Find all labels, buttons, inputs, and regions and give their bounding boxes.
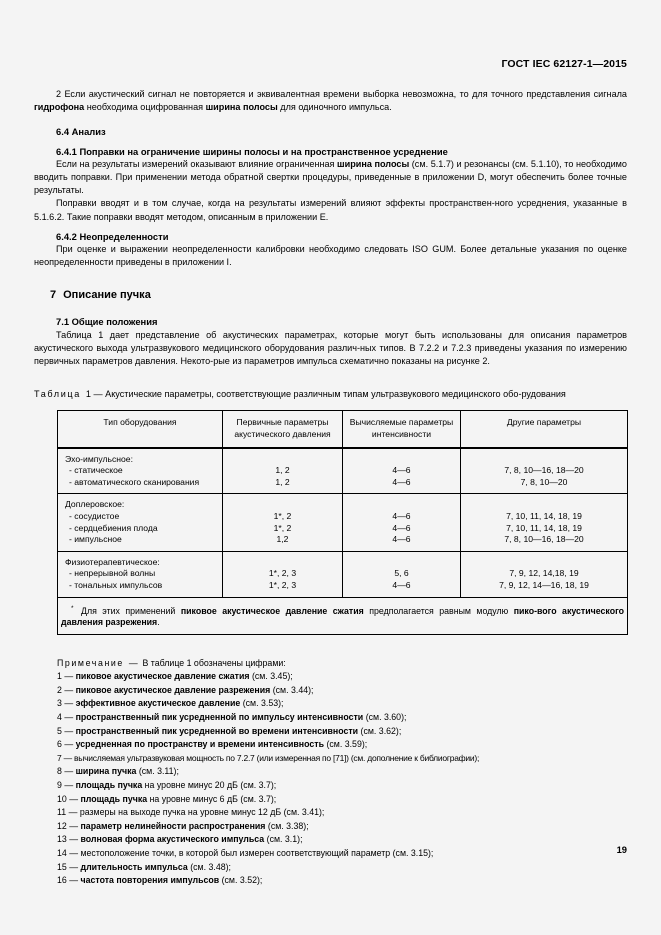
value-intensity: 4—6	[392, 579, 411, 590]
value-primary: 1*, 2, 3	[268, 579, 297, 590]
table-head	[58, 411, 628, 448]
p641-text-b: (см. 5.1.7) и резонансы (см. 5.1.10), то необходимо вводить поправки. При применении метода обратной свертки процедуры, приведенные в приложении D, могут обеспечить более точные результаты.	[34, 158, 627, 196]
cell-intensity	[343, 494, 461, 551]
note-paragraph-text-c: для одиночного импульса.	[277, 102, 392, 113]
row-item-label: - автоматического сканирования	[69, 476, 200, 487]
notes-block	[57, 657, 627, 888]
note-item-number: 1 —	[57, 671, 74, 682]
heading-chapter-7	[34, 288, 627, 302]
value-intensity: 4—6	[392, 522, 411, 533]
note-item-number: 16 —	[57, 875, 79, 886]
column-header-equipment-type-line-1: Тип оборудования	[103, 417, 177, 428]
group-label: Доплеровское:	[65, 499, 125, 510]
table-row	[58, 551, 628, 597]
value-other: 7, 8, 10—16, 18—20	[504, 465, 584, 476]
footnote-text-c: .	[157, 617, 160, 628]
note-item-ref: (см. 3.53);	[242, 698, 284, 709]
note-item-ref-pre: на уровне минус 6 дБ	[147, 793, 241, 804]
note-item	[57, 833, 627, 847]
note-item-ref: (см. 3.60);	[365, 712, 407, 723]
cell-equipment-type	[58, 448, 223, 494]
paragraph-6-4-2: При оценке и выражении неопределенности калибровки необходимо следовать ISO GUM. Более детальные указания по оценке неопределенности приведены в приложении I.	[34, 244, 627, 268]
note-item-term: пространственный пик усредненной по импульсу интенсивности	[75, 712, 364, 723]
note-item-ref: (см. 3.44);	[272, 684, 314, 695]
acoustic-parameters-table	[57, 410, 628, 634]
note-item-ref: (см. 3.59);	[326, 739, 368, 750]
table-header-row	[58, 411, 628, 448]
note-item-number: 5 —	[57, 725, 74, 736]
note-item	[57, 752, 627, 766]
column-header-intensity	[343, 411, 461, 448]
note-item-term: ширина пучка	[75, 766, 137, 777]
note-item-ref: (см. 3.7);	[240, 780, 277, 791]
note-item	[57, 684, 627, 698]
value-intensity: 4—6	[392, 511, 411, 522]
note-item-text: вычисляемая ультразвуковая мощность по 7.2.7 (или измеренная по [71]) (см. дополнение к библиографии);	[73, 752, 480, 763]
note-item	[57, 670, 627, 684]
note-item-number: 6 —	[57, 739, 74, 750]
note-item-ref: (см. 3.45);	[251, 671, 293, 682]
paragraph-6-4-1-a	[34, 158, 627, 198]
cell-other	[461, 551, 628, 597]
heading-6-4-2: 6.4.2 Неопределенности	[56, 230, 169, 242]
note-item-term: частота повторения импульсов	[80, 875, 220, 886]
note-item-ref-pre: на уровне минус 20 дБ	[142, 780, 241, 791]
row-item-label: - статическое	[69, 465, 123, 476]
note-item-term: пространственный пик усредненной во времени интенсивности	[75, 725, 359, 736]
term-peak-rarefaction-pressure: пико-вого акустического давления разрежения	[61, 605, 624, 628]
note-item-term: усредненная по пространству и времени интенсивность	[75, 739, 324, 750]
note-item-ref: (см. 3.7);	[240, 793, 277, 804]
value-other: 7, 9, 12, 14,18, 19	[509, 568, 579, 579]
note-item-ref: (см. 3.11);	[138, 766, 179, 777]
note-paragraph	[34, 88, 627, 114]
note-item	[57, 697, 627, 711]
paragraph-6-4-1-b: Поправки вводят и в том случае, когда на результаты измерений влияют эффекты пространствен-ного усреднения, указанные в 5.1.6.2. Такие поправки вводят методом, описанным в приложении E.	[34, 198, 627, 222]
note-item-ref: (см. 3.52);	[221, 875, 263, 886]
heading-6-4-1: 6.4.1 Поправки на ограничение ширины полосы и на пространственное усреднение	[56, 145, 448, 157]
note-item	[57, 861, 627, 875]
note-item-term: площадь пучка	[75, 780, 143, 791]
note-item-term: параметр нелинейности распространения	[80, 820, 266, 831]
table-row	[58, 494, 628, 551]
value-other: 7, 10, 11, 14, 18, 19	[506, 522, 582, 533]
note-item-ref: (см. 3.38);	[267, 820, 309, 831]
value-other: 7, 9, 12, 14—16, 18, 19	[499, 579, 589, 590]
chapter-title: Описание пучка	[63, 289, 151, 302]
table-caption-text: — Акустические параметры, соответствующие различным типам ультразвукового медицинского обо-рудования	[93, 389, 566, 400]
table-caption	[34, 388, 627, 401]
note-item-number: 15 —	[57, 861, 79, 872]
value-primary: 1*, 2	[273, 511, 292, 522]
note-item	[57, 847, 627, 861]
column-header-primary-pressure	[223, 411, 343, 448]
note-item-term: пиковое акустическое давление разрежения	[75, 684, 271, 695]
note-paragraph-text-b: необходима оцифрованная	[84, 102, 206, 113]
page-number: 19	[616, 844, 627, 855]
note-item-ref: (см. 3.1);	[266, 834, 303, 845]
note-item-term: площадь пучка	[80, 793, 148, 804]
note-item-text: местоположение точки, в которой был измерен соответствующий параметр (см. 3.15);	[80, 848, 434, 858]
notes-heading	[57, 657, 627, 671]
term-peak-compression-pressure: пиковое акустическое давление сжатия	[180, 605, 364, 616]
group-label: Эхо-импульсное:	[65, 453, 133, 464]
term-bandwidth-2: ширина полосы	[337, 158, 410, 169]
table-footnote	[58, 597, 628, 634]
row-item-label: - тональных импульсов	[69, 579, 163, 590]
group-label: Физиотерапевтическое:	[65, 556, 160, 567]
heading-7-1: 7.1 Общие положения	[56, 316, 158, 328]
column-header-primary-pressure-line-1: Первичные параметры	[236, 417, 329, 428]
footnote-text-b: предполагается равным модулю	[363, 605, 514, 616]
note-item-number: 2 —	[57, 684, 74, 695]
note-item-number: 14 —	[57, 848, 79, 858]
notes-heading-text: В таблице 1 обозначены цифрами:	[142, 657, 286, 668]
value-other: 7, 8, 10—16, 18—20	[504, 534, 584, 545]
row-item-label: - импульсное	[69, 534, 122, 545]
table-body	[58, 448, 628, 635]
value-intensity: 4—6	[392, 465, 411, 476]
note-paragraph-text-a: 2 Если акустический сигнал не повторяется и эквивалентная времени выборка невозможна, то для точного представления сигнала	[56, 89, 627, 99]
note-item-number: 10 —	[57, 793, 79, 804]
note-item	[57, 874, 627, 888]
cell-other	[461, 448, 628, 494]
running-header: ГОСТ IEC 62127-1—2015	[501, 58, 627, 70]
value-primary: 1, 2	[275, 465, 290, 476]
notes-heading-dash: —	[128, 657, 138, 668]
term-bandwidth: ширина полосы	[205, 102, 278, 113]
cell-equipment-type	[58, 551, 223, 597]
note-item-text: размеры на выходе пучка на уровне минус 12 дБ (см. 3.41);	[79, 807, 325, 818]
column-header-intensity-line-1: Вычисляемые параметры	[349, 417, 454, 428]
note-item-number: 4 —	[57, 712, 74, 723]
column-header-equipment-type	[58, 411, 223, 448]
paragraph-7-1: Таблица 1 дает представление об акустических параметрах, которые могут быть использованы для описания параметров акустического выхода ультразвукового медицинского оборудования различ-ных типов. В 7.2.2 и 7.2.3 приведены указания по измерению первичных параметров давления. Некото-рые из параметров импульса схематично показаны на рисунке 2.	[34, 329, 627, 367]
value-intensity: 4—6	[392, 476, 411, 487]
notes-heading-word: Примечание	[57, 657, 124, 668]
column-header-primary-pressure-line-2: акустического давления	[234, 429, 331, 440]
table-footnote-row	[58, 597, 628, 634]
cell-intensity	[343, 551, 461, 597]
cell-primary-pressure	[223, 551, 343, 597]
note-item-number: 7 —	[57, 752, 72, 763]
p641-text-a: Если на результаты измерений оказывают влияние ограниченная	[56, 158, 338, 169]
note-item	[57, 738, 627, 752]
note-item-term: волновая форма акустического импульса	[80, 834, 265, 845]
note-item-term: длительность импульса	[80, 861, 188, 872]
column-header-intensity-line-2: интенсивности	[371, 429, 432, 440]
note-item-term: пиковое акустическое давление сжатия	[75, 671, 250, 682]
note-item	[57, 820, 627, 834]
heading-6-4: 6.4 Анализ	[56, 126, 106, 138]
note-item-term: эффективное акустическое давление	[75, 698, 241, 709]
column-header-other	[461, 411, 628, 448]
page-content	[34, 88, 627, 888]
row-item-label: - сосудистое	[69, 511, 120, 522]
cell-intensity	[343, 448, 461, 494]
table-row	[58, 448, 628, 494]
footnote-marker: *	[71, 604, 74, 612]
value-primary: 1, 2	[275, 476, 290, 487]
note-item	[57, 765, 627, 779]
value-primary: 1*, 2	[273, 522, 292, 533]
value-other: 7, 10, 11, 14, 18, 19	[506, 511, 582, 522]
row-item-label: - непрерывной волны	[69, 568, 156, 579]
table-caption-label: Таблица	[34, 389, 81, 400]
cell-other	[461, 494, 628, 551]
note-item-number: 13 —	[57, 834, 79, 845]
value-intensity: 5, 6	[394, 568, 409, 579]
note-item	[57, 806, 627, 820]
column-header-other-line-1: Другие параметры	[506, 417, 582, 428]
note-item-number: 8 —	[57, 766, 74, 777]
value-intensity: 4—6	[392, 534, 411, 545]
term-hydrophone: гидрофона	[34, 102, 85, 113]
cell-equipment-type	[58, 494, 223, 551]
note-item-number: 11 —	[57, 807, 78, 818]
note-item-number: 9 —	[57, 780, 74, 791]
note-item	[57, 725, 627, 739]
note-item-ref: (см. 3.62);	[360, 725, 402, 736]
note-item-ref: (см. 3.48);	[190, 861, 231, 872]
cell-primary-pressure	[223, 494, 343, 551]
note-item-number: 3 —	[57, 698, 74, 709]
value-primary: 1,2	[276, 534, 289, 545]
value-primary: 1*, 2, 3	[268, 568, 297, 579]
note-item	[57, 779, 627, 793]
note-item	[57, 711, 627, 725]
value-other: 7, 8, 10—20	[520, 476, 568, 487]
table-caption-number: 1	[85, 389, 91, 400]
cell-primary-pressure	[223, 448, 343, 494]
note-item-number: 12 —	[57, 820, 79, 831]
footnote-text-a: Для этих применений	[75, 605, 181, 616]
note-item	[57, 793, 627, 807]
chapter-number: 7	[50, 289, 57, 302]
row-item-label: - сердцебиения плода	[69, 522, 158, 533]
